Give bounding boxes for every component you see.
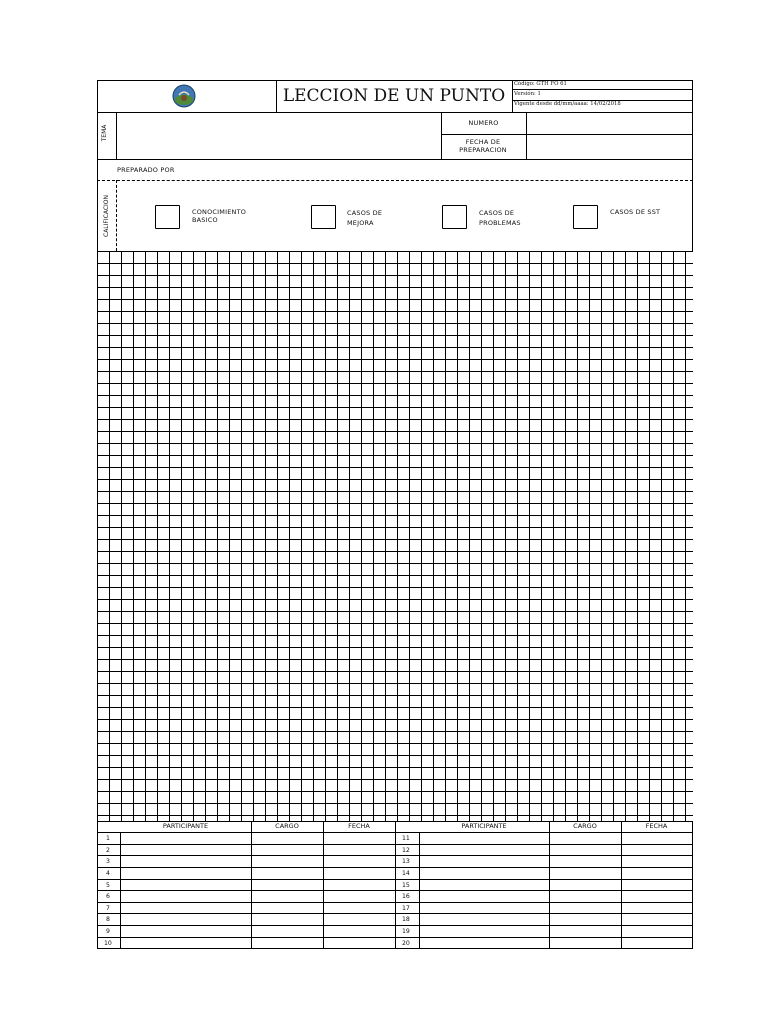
topic-label: TEMA bbox=[101, 124, 108, 142]
row-number: 1 bbox=[106, 835, 110, 842]
drawing-grid[interactable] bbox=[97, 251, 693, 821]
topic-field[interactable] bbox=[117, 113, 440, 158]
prepared-by-field[interactable] bbox=[180, 160, 692, 180]
row-number: 7 bbox=[106, 905, 110, 912]
problem-cases-label: CASOS DE PROBLEMAS bbox=[479, 209, 521, 227]
improvement-cases-label: CASOS DE MEJORA bbox=[347, 209, 383, 227]
problem-cases-checkbox[interactable] bbox=[442, 205, 467, 229]
preparation-date-field[interactable] bbox=[527, 135, 691, 158]
basic-knowledge-checkbox[interactable] bbox=[155, 205, 180, 229]
row-number: 14 bbox=[402, 870, 410, 877]
logo-emblem-icon bbox=[171, 83, 197, 109]
participant-header-right: PARTICIPANTE bbox=[461, 822, 507, 830]
date-header-right: FECHA bbox=[645, 822, 668, 830]
row-number: 6 bbox=[106, 893, 110, 900]
row-number: 2 bbox=[106, 847, 110, 854]
position-header-right: CARGO bbox=[573, 822, 597, 830]
row-number: 15 bbox=[402, 882, 410, 889]
row-number: 12 bbox=[402, 847, 410, 854]
sst-cases-label: CASOS DE SST bbox=[610, 208, 661, 216]
row-number: 18 bbox=[402, 916, 410, 923]
position-header-left: CARGO bbox=[275, 822, 299, 830]
row-number: 9 bbox=[106, 928, 110, 935]
improvement-cases-checkbox[interactable] bbox=[311, 205, 336, 229]
row-number: 20 bbox=[402, 940, 410, 947]
row-number: 13 bbox=[402, 858, 410, 865]
row-number: 19 bbox=[402, 928, 410, 935]
row-number: 3 bbox=[106, 858, 110, 865]
participant-header-left: PARTICIPANTE bbox=[162, 822, 209, 830]
preparation-date-label: FECHA DE PREPARACION bbox=[459, 138, 507, 154]
row-number: 11 bbox=[402, 835, 410, 842]
document-version: Versión: 1 bbox=[514, 91, 541, 97]
row-number: 16 bbox=[402, 893, 410, 900]
date-header-left: FECHA bbox=[348, 822, 370, 830]
document-valid-from: Vigente desde dd/mm/aaaa: 14/02/2018 bbox=[514, 101, 621, 107]
classification-label: CALIFICACION bbox=[103, 195, 110, 237]
document-code: Código: GTH FO 61 bbox=[514, 81, 567, 87]
number-field[interactable] bbox=[527, 113, 691, 133]
row-number: 17 bbox=[402, 905, 410, 912]
row-number: 10 bbox=[104, 940, 112, 947]
basic-knowledge-label: CONOCIMIENTO BASICO bbox=[192, 208, 247, 224]
number-label: NUMERO bbox=[468, 119, 499, 127]
row-number: 4 bbox=[106, 870, 110, 877]
prepared-by-label: PREPARADO POR bbox=[117, 166, 175, 174]
row-number: 8 bbox=[106, 916, 110, 923]
page-title: LECCION DE UN PUNTO bbox=[282, 86, 506, 106]
row-number: 5 bbox=[106, 882, 110, 889]
sst-cases-checkbox[interactable] bbox=[573, 205, 598, 229]
